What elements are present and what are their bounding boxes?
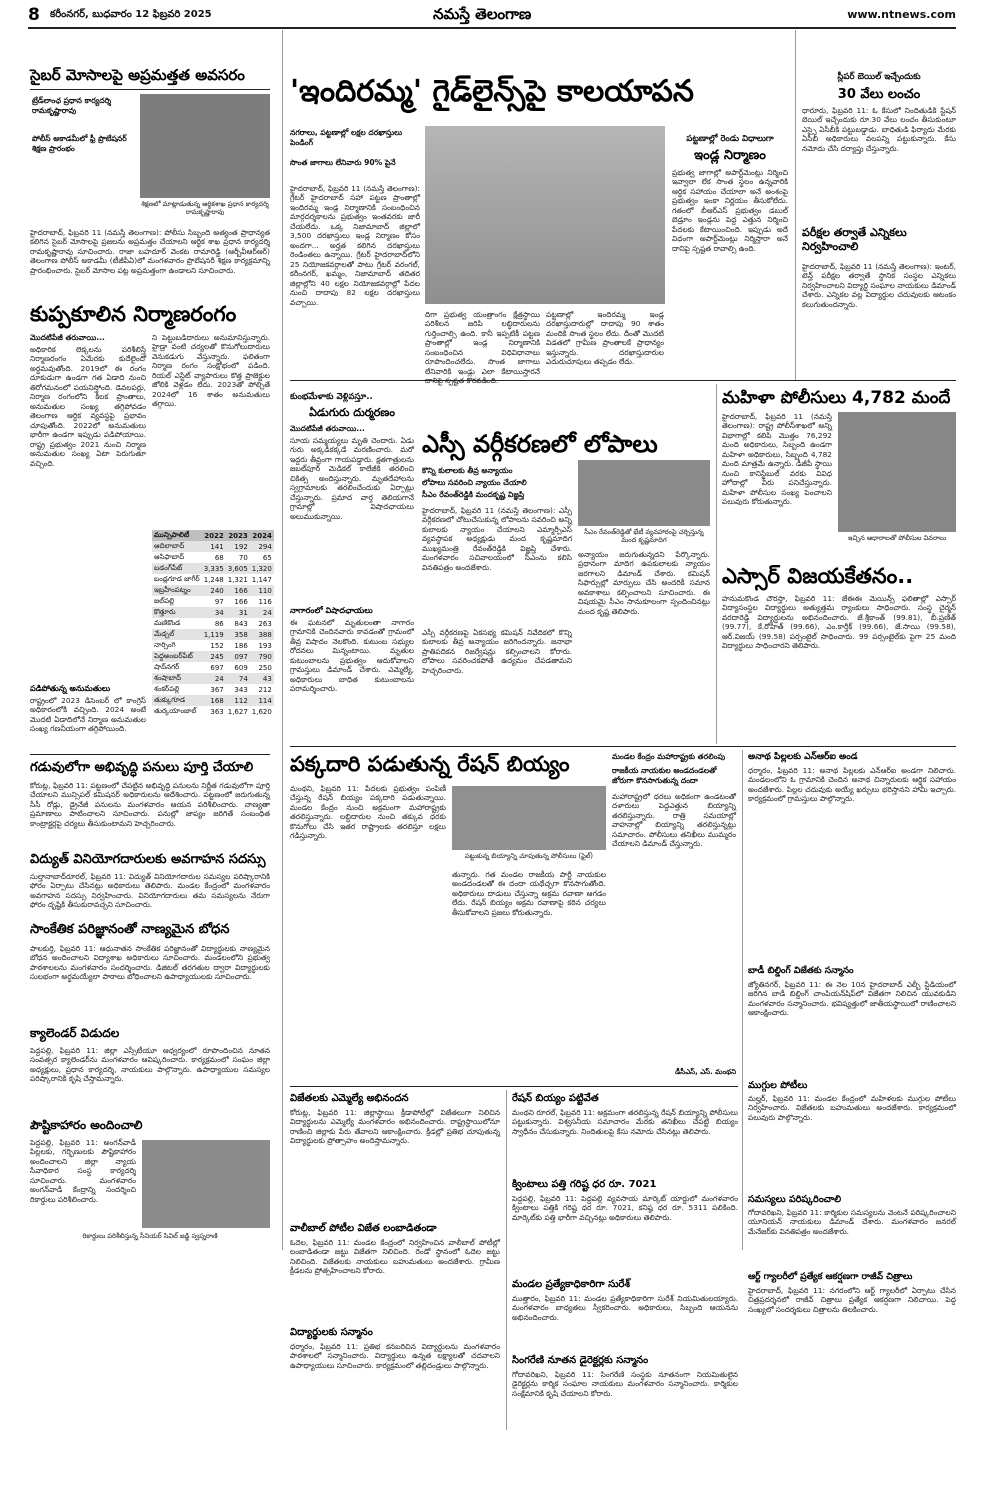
table-row <box>152 574 274 585</box>
permits-table-grid <box>152 530 274 717</box>
kumbh-cont: మొదటిపేజీ తరువాయి... <box>290 424 365 433</box>
short-2-headline: విద్యుత్ వినియోగదారులకు అవగాహన సదస్సు <box>30 852 266 867</box>
table-cell: 192 <box>226 541 250 552</box>
table-row <box>152 706 274 717</box>
cb-1-headline: విజేతలకు ఎమ్మెల్యే అభినందన <box>290 1093 409 1104</box>
table-cell: 186 <box>234 641 248 650</box>
sc-body-1: హైదరాబాద్, ఫిబ్రవరి 11 (నమస్తే తెలంగాణ): ఎస్సీ వర్గీకరణలో చోటుచేసుకున్న లోపాలను సవరించి అన్ని కులాలకు న్యాయం చేయాలని ఎమ్మార్పీఎస్ వ్యవస్థాపక అధ్యక్షుడు మంద కృష్ణమాదిగ ముఖ్యమంత్రి రేవంత్‌రెడ్డికి విజ్ఞప్తి చేశారు. మంగళవారం సచివాలయంలో సీఎంను కలిసి వినతిపత్రం అందజేశారు. <box>422 506 572 572</box>
short-3-body: పాలకుర్తి, ఫిబ్రవరి 11: ఆధునాతన సాంకేతిక పరిజ్ఞానంతో విద్యార్థులకు నాణ్యమైన బోధన అందించాలని విద్యాశాఖ అధికారులు సూచించారు. మండలంలోని ప్రభుత్వ పాఠశాలలను మంగళవారం సందర్శించారు. డిజిటల్ తరగతుల ద్వారా విద్యార్థులకు సులభంగా అర్థమయ్యేలా పాఠాలు బోధించాలని ఉపాధ్యాయులకు సూచించారు. <box>30 944 270 982</box>
short-2-body: సుల్తానాబాద్‌రూరల్, ఫిబ్రవరి 11: విద్యుత్ వినియోగదారుల సమస్యల పరిష్కారానికి ఫోరం ఏర్పాటు చేసినట్లు అధికారులు తెలిపారు. మండల కేంద్రంలో మంగళవారం అవగాహన సదస్సు నిర్వహించారు. వినియోగదారులు తమ సమస్యలను నేరుగా ఫోరం దృష్టికి తీసుకురావచ్చని సూచించారు. <box>30 872 270 910</box>
kumbh-sub: నాగారంలో విషాదఛాయలు <box>290 606 373 615</box>
table-cell: 193 <box>258 641 272 650</box>
table-cell: 68 <box>214 553 224 562</box>
sc-photo <box>578 460 710 526</box>
table-cell: 34 <box>202 607 226 618</box>
anganwadi-photo-caption: రికార్డులు పరిశీలిస్తున్న సీనియర్ సివిల్ జడ్జి స్వప్నరాణి <box>82 1232 218 1240</box>
construction-body-2: ని పెట్టుబడిదారులు అనుమానిస్తున్నారు. హైడ్రా వంటి చర్యలతో కొనుగోలుదారులు వెనుకడుగు వేస్తున్నారు. ఫలితంగా నిర్మాణ రంగం సంక్షోభంలో పడింది. రియల్ ఎస్టేట్ వ్యాపారులు కొత్త ప్రాజెక్టుల జోలికి వెళ్లడం లేదు. 2023తో పోల్చితే 2024లో 16 శాతం అనుమతులు తగ్గాయి. <box>152 333 270 409</box>
ration-byline: డీసీఎస్, ఎస్. మంథని <box>675 1068 736 1076</box>
divider <box>282 30 283 1250</box>
cr-2-body: పెద్దపల్లి, ఫిబ్రవరి 11: పెద్దపల్లి వ్యవసాయ మార్కెట్ యార్డులో మంగళవారం క్వింటాలు పత్తికి గరిష్ట ధర రూ. 7021, కనిష్ఠ ధర రూ. 5311 పలికింది. మార్కెట్‌కు పత్తి భారీగా వచ్చినట్లు అధికారులు తెలిపారు. <box>512 1194 738 1222</box>
rb-1-body: ధర్మారం, ఫిబ్రవరి 11: అనాథ పిల్లలకు ఎన్‌ఆర్‌ఐ అండగా నిలిచారు. మండలంలోని ఓ గ్రామానికి చెందిన అనాథ చిన్నారులకు ఆర్థిక సహాయం అందజేశారు. పిల్లల చదువుకు అయ్యే ఖర్చులు భరిస్తానని హామీ ఇచ్చారు. కార్యక్రమంలో గ్రామస్తులు పాల్గొన్నారు. <box>748 766 956 804</box>
short-1-headline: గడువులోగా అభివృద్ధి పనులు పూర్తి చేయాలి <box>30 760 254 775</box>
table-row <box>152 640 274 651</box>
table-cell: షాద్‌నగర్ <box>154 662 180 671</box>
table-row <box>152 662 274 673</box>
table-cell: 358 <box>226 629 250 640</box>
permits-table-header <box>152 530 274 541</box>
table-row <box>152 695 274 706</box>
table-cell: 609 <box>234 663 248 672</box>
table-cell: 86 <box>214 619 224 628</box>
women-police-headline: మహిళా పోలీసులు 4,782 మందే <box>722 388 951 408</box>
table-cell: మేడ్చల్ <box>152 629 202 640</box>
permits-note-heading: పడిపోతున్న అనుమతులు <box>30 684 111 693</box>
table-row <box>152 585 274 596</box>
divider <box>290 746 956 747</box>
construction-kicker: మొదటిపేజీ తరువాయి... <box>30 333 105 342</box>
table-cell: 112 <box>226 695 250 706</box>
table-cell: 245 <box>202 651 226 662</box>
permits-note-body: రాష్ట్రంలో 2023 డిసెంబర్ లో కాంగ్రెస్ అధికారంలోకి వచ్చింది. 2024 అంటే మొదటి ఏడాదిలోనే నిర్మాణ అనుమతుల సంఖ్య గణనీయంగా తగ్గిపోయింది. <box>30 696 146 734</box>
table-cell: 31 <box>226 607 250 618</box>
table-cell: 24 <box>202 673 226 684</box>
cr-4-body: గోదావరిఖని, ఫిబ్రవరి 11: సింగరేణి సంస్థకు నూతనంగా నియమితులైన డైరెక్టర్లను కార్మిక సంఘాల నాయకులు మంగళవారం సన్మానించారు. కార్మికుల సంక్షేమానికి కృషి చేయాలని కోరారు. <box>512 1370 738 1398</box>
table-cell: బడంగ్‌పేట్ <box>152 563 202 574</box>
table-cell: 3,335 <box>203 564 224 573</box>
table-cell: బండ్లగూడ జాగీర్ <box>154 574 200 583</box>
table-cell: 24 <box>250 607 274 618</box>
table-cell: 1,627 <box>227 707 248 716</box>
table-cell: 367 <box>210 685 224 694</box>
table-cell: 70 <box>238 553 248 562</box>
lead-body-1: హైదరాబాద్, ఫిబ్రవరి 11 (నమస్తే తెలంగాణ): గ్రేటర్ హైదరాబాద్ సహా పట్టణ ప్రాంతాల్లో ఇందిరమ్మ ఇండ్ల నిర్మాణానికి సంబంధించిన మార్గదర్శకాలను ప్రభుత్వం ఇంతవరకు జారీ చేయలేదు. ఒక్క నిజామాబాద్ జిల్లాలో 3,500 దరఖాస్తులు ఇండ్ల నిర్మాణం కోసం అందగా... అర్హత కలిగిన దరఖాస్తులు రెండింతలు ఉన్నాయి. గ్రేటర్ హైదరాబాద్‌లోని 25 నియోజకవర్గాలతో పాటు గ్రేటర్ వరంగల్, కరీంనగర్, ఖమ్మం, నిజామాబాద్ తదితర జిల్లాల్లోని 40 లక్షల నియోజకవర్గాల్లో పేదల నుంచి దాదాపు 82 లక్షల దరఖాస్తులు వచ్చాయి. <box>290 184 420 307</box>
cr-3-headline: మండల ప్రత్యేకాధికారిగా సురేశ్ <box>512 1279 630 1290</box>
rb-1-headline: అనాథ పిల్లలకు ఎన్‌ఆర్‌ఐ అండ <box>748 752 858 762</box>
table-cell: తుక్కుగూడ <box>152 695 202 706</box>
sc-bullet-2: లోపాలు సవరించి న్యాయం చేయాలి <box>422 478 527 487</box>
kumbh-body: సూయ సమ్మయ్యలు మృతి చెందారు. ఏడు గురు అక్కడికక్కడే మరణించారు. మరో ఇద్దరు తీవ్రంగా గాయపడ్డారు. క్షతగాత్రులను జబల్‌పూర్ మెడికల్ కాలేజీకి తరలించి చికిత్స అందిస్తున్నారు. మృతదేహాలను స్వగ్రామాలకు తరలించేందుకు ఏర్పాట్లు చేస్తున్నారు. ప్రమాద వార్త తెలియగానే గ్రామాల్లో విషాదఛాయలు అలుముకున్నాయి. <box>290 436 414 521</box>
table-row <box>152 673 274 684</box>
table-cell: శంకర్‌పల్లి <box>154 684 180 693</box>
divider <box>795 30 796 380</box>
table-cell: 1,320 <box>251 564 272 573</box>
cyber-bullet-2: పోలీస్ అకాడమీలో ఫ్రీ ప్రొబేషనర్ శిక్షణ ప్రారంభం <box>32 134 127 154</box>
ration-photo <box>452 786 606 850</box>
cyber-body: హైదరాబాద్, ఫిబ్రవరి 11 (నమస్తే తెలంగాణ): పోలీసు సిబ్బంది అత్యంత ప్రాధాన్యత కలిగిన సైబర్ మోసాలపై ప్రజలను అప్రమత్తం చేయాలని ఆర్థిక శాఖ ప్రధాన కార్యదర్శి రామకృష్ణారావు సూచించారు. రాజా బహదూర్ వెంకట రామారెడ్డి (ఆర్బీవీఆర్ఆర్) తెలంగాణ పోలీస్ అకాడమీ (టీజీపీఏ)లో మంగళవారం ప్రొబేషనరీ శిక్షణ కార్యక్రమాన్ని ప్రారంభించారు. సైబర్ మోసాల పట్ల అప్రమత్తంగా ఉండాలని సూచించారు. <box>30 228 270 275</box>
table-cell: 168 <box>202 695 226 706</box>
bribe-body: ధారూరు, ఫిబ్రవరి 11: ఓ కేసులో నిందితుడికి స్టేషన్ బెయిల్ ఇచ్చేందుకు రూ.30 వేలు లంచం తీసుకుంటూ ఎస్సై ఏసీబీకి పట్టుబడ్డాడు. బాధితుడి ఫిర్యాదు మేరకు ఏసీబీ అధికారులు వలపన్ని పట్టుకున్నారు. కేసు నమోదు చేసి దర్యాప్తు చేస్తున్నారు. <box>802 106 956 153</box>
table-cell: 097 <box>226 651 250 662</box>
sc-body-2: ఎస్సీ వర్గీకరణపై ఏకసభ్య కమిషన్ నివేదికలో కొన్ని కులాలకు తీవ్ర అన్యాయం జరిగిందన్నారు. జనాభా ప్రాతిపదికన రిజర్వేషన్లు కల్పించాలని కోరారు. లోపాలు సవరించకపోతే ఉద్యమం చేపడతామని హెచ్చరించారు. <box>422 628 572 675</box>
table-cell: ఆదిలాబాద్ <box>152 541 202 552</box>
table-cell: 1,620 <box>251 707 272 716</box>
permits-header-cell: మున్సిపాలిటీ <box>152 530 202 541</box>
house-photo <box>425 126 665 304</box>
ration-body-1: మంథని, ఫిబ్రవరి 11: పేదలకు ప్రభుత్వం పంపిణీ చేస్తున్న రేషన్ బియ్యం పక్కదారి పడుతున్నాయి. మండల కేంద్రం నుంచి అక్రమంగా మహారాష్ట్రకు తరలిస్తున్నారు. లబ్ధిదారుల నుంచి తక్కువ ధరకు కొనుగోలు చేసి ఇతర రాష్ట్రాలకు తరలిస్తూ లక్షలు గడిస్తున్నారు. <box>290 784 446 841</box>
short-4-headline: క్యాలెండర్ విడుదల <box>30 1026 120 1040</box>
ration-body-3: మహారాష్ట్రలో ధరలు అధికంగా ఉండటంతో దళారులు పెద్దఎత్తున బియ్యాన్ని తరలిస్తున్నారు. రాత్రి సమయాల్లో వాహనాల్లో బియ్యాన్ని తరలిస్తున్నట్లు సమాచారం. పోలీసులు తనిఖీలు ముమ్మరం చేయాలని డిమాండ్ చేస్తున్నారు. <box>612 792 736 849</box>
table-cell: 790 <box>250 651 274 662</box>
table-cell: 250 <box>258 663 272 672</box>
table-cell: 363 <box>210 707 224 716</box>
sc-bullet-3: సీఎం రేవంత్‌రెడ్డికి మందకృష్ణ విజ్ఞప్తి <box>422 490 525 499</box>
table-cell: 1,147 <box>251 575 272 584</box>
table-row <box>152 607 274 618</box>
lead-headline: 'ఇందిరమ్మ' గైడ్‌లైన్స్‌పై కాలయాపన <box>290 74 694 109</box>
rb-5-body: హైదరాబాద్, ఫిబ్రవరి 11: నగరంలోని ఆర్ట్ గ్యాలరీలో ఏర్పాటు చేసిన చిత్రప్రదర్శనలో రాజీవ్ చిత్రాలు ప్రత్యేక ఆకర్షణగా నిలిచాయి. పెద్ద సంఖ్యలో సందర్శకులు చిత్రాలను తిలకించారు. <box>748 1286 956 1314</box>
women-police-body: హైదరాబాద్, ఫిబ్రవరి 11 (నమస్తే తెలంగాణ): రాష్ట్ర పోలీస్‌శాఖలో అన్ని విభాగాల్లో కలిపి మొత్తం 76,292 మంది అధికారులు, సిబ్బంది ఉండగా మహిళా అధికారులు, సిబ్బంది 4,782 మంది మాత్రమే ఉన్నారు. డీజీపీ స్థాయి నుంచి కానిస్టేబుల్ వరకు వివిధ హోదాల్లో వీరు పనిచేస్తున్నారు. మహిళా పోలీసుల సంఖ్య పెంచాలని పలువురు కోరుతున్నారు. <box>722 412 832 507</box>
ration-headline: పక్కదారి పడుతున్న రేషన్ బియ్యం <box>290 752 570 776</box>
table-cell: పెద్దఅంబర్‌పేట్ <box>152 651 202 662</box>
divider <box>290 1086 738 1087</box>
sc-headline: ఎస్సీ వర్గీకరణలో లోపాలు <box>422 430 658 458</box>
table-row <box>152 629 274 640</box>
table-cell: ఆసిఫాబాద్ <box>154 552 185 561</box>
sc-bullet-1: కొన్ని కులాలకు తీవ్ర అన్యాయం <box>422 466 513 475</box>
anganwadi-photo <box>142 1140 270 1228</box>
bribe-kicker: స్లీపర్‌ బెయిల్ ఇచ్చేందుకు <box>837 72 921 82</box>
table-cell: జల్‌పల్లి <box>154 596 175 605</box>
table-cell: 3,605 <box>227 564 248 573</box>
cr-2-headline: క్వింటాలు పత్తి గరిష్ట ధర రూ. 7021 <box>512 1179 657 1190</box>
table-cell: 110 <box>250 585 274 596</box>
divider <box>290 380 956 381</box>
table-cell: 166 <box>234 597 248 606</box>
masthead-rule <box>28 27 956 29</box>
kumbh-body-2: ఈ ఘటనలో మృతులంతా నాగారం గ్రామానికి చెందినవారు కావడంతో గ్రామంలో తీవ్ర విషాదం నెలకొంది. కుటుంబ సభ్యుల రోదనలు మిన్నంటాయి. మృతుల కుటుంబాలను ప్రభుత్వం ఆదుకోవాలని గ్రామస్తులు డిమాండ్ చేశారు. ఎమ్మెల్యే, అధికారులు బాధిత కుటుంబాలను పరామర్శించారు. <box>290 618 414 694</box>
table-row <box>152 618 274 629</box>
sc-body-3: అన్యాయం జరుగుతున్నదని పేర్కొన్నారు. ప్రధానంగా మాదిగ ఉపకులాలకు న్యాయం జరగాలని డిమాండ్ చేశారు. కమిషన్ సిఫార్సుల్లో మార్పులు చేసి అందరికీ సమాన అవకాశాలు కల్పించాలని సూచించారు. ఈ విషయమై సీఎం సానుకూలంగా స్పందించినట్లు మంద కృష్ణ తెలిపారు. <box>578 550 710 616</box>
table-cell: 343 <box>234 685 248 694</box>
cr-1-headline: రేషన్ బియ్యం పట్టివేత <box>512 1093 599 1104</box>
table-cell: శంషాబాద్ <box>152 673 202 684</box>
divider <box>506 1090 507 1430</box>
table-cell: 1,119 <box>203 630 224 639</box>
lead-bullet-2: సొంత జాగాలు లేనివారు 90% పైనే <box>290 158 396 167</box>
short-1-body: కోరుట్ల, ఫిబ్రవరి 11: పట్టణంలో చేపట్టిన అభివృద్ధి పనులను నిర్ణీత గడువులోగా పూర్తి చేయాలని మున్సిపల్ కమిషనర్ అధికారులను ఆదేశించారు. పట్టణంలో జరుగుతున్న సీసీ రోడ్లు, డ్రైనేజీ పనులను మంగళవారం ఆయన పరిశీలించారు. నాణ్యతా ప్రమాణాలు పాటించాలని సూచించారు. పనుల్లో జాప్యం జరిగితే సంబంధిత కాంట్రాక్టర్లపై చర్యలు తీసుకుంటామని హెచ్చరించారు. <box>30 781 270 828</box>
cyber-bullet-1: ట్రేడ్‌లాంఛ ప్రధాన కార్యదర్శి రామకృష్ణారావు <box>32 96 112 116</box>
permits-header-cell: 2023 <box>226 530 250 541</box>
table-cell: 65 <box>262 553 272 562</box>
table-cell: 152 <box>210 641 224 650</box>
short-5-headline: పౌష్టికాహారం అందించాలి <box>30 1118 143 1132</box>
rb-4-headline: సమస్యలు పరిష్కరించాలి <box>748 1194 842 1205</box>
permits-header-cell: 2024 <box>250 530 274 541</box>
cb-1-body: కోరుట్ల, ఫిబ్రవరి 11: జిల్లాస్థాయి క్రీడాపోటీల్లో విజేతలుగా నిలిచిన విద్యార్థులను ఎమ్మెల్యే మంగళవారం అభినందించారు. రాష్ట్రస్థాయిలోనూ రాణించి జిల్లాకు పేరు తేవాలని ఆకాంక్షించారు. క్రీడల్లో ప్రతిభ చూపుతున్న విద్యార్థులకు ప్రోత్సాహం అందిస్తామన్నారు. <box>290 1108 500 1146</box>
women-police-photo-caption: ఇచ్చిన ఆధారాలతో పోలీసుల వివరాలు <box>847 534 947 542</box>
kumbh-head: ఏడుగురు దుర్మరణం <box>309 406 395 419</box>
rb-5-headline: ఆర్ట్ గ్యాలరీలో ప్రత్యేక ఆకర్షణగా రాజీవ్ చిత్రాలు <box>748 1272 913 1282</box>
table-cell: 294 <box>250 541 274 552</box>
cr-1-body: మంథని రూరల్, ఫిబ్రవరి 11: అక్రమంగా తరలిస్తున్న రేషన్ బియ్యాన్ని పోలీసులు పట్టుకున్నారు. విశ్వసనీయ సమాచారం మేరకు తనిఖీలు చేపట్టి బియ్యం స్వాధీనం చేసుకున్నారు. నిందితులపై కేసు నమోదు చేసినట్లు తెలిపారు. <box>512 1108 738 1136</box>
table-cell: 263 <box>258 619 272 628</box>
permits-header-cell: 2022 <box>202 530 226 541</box>
table-row <box>152 684 274 695</box>
table-cell: 1,321 <box>227 575 248 584</box>
table-row <box>152 563 274 574</box>
table-cell: 843 <box>234 619 248 628</box>
divider <box>716 384 717 744</box>
cb-2-body: ఓదెల, ఫిబ్రవరి 11: మండల కేంద్రంలో నిర్వహించిన వాలీబాల్ పోటీల్లో లంబాడితండా జట్టు విజేతగా నిలిచింది. రెండో స్థానంలో ఓదెల జట్టు నిలిచింది. విజేతలకు నాయకులు బహుమతులు అందజేశారు. గ్రామీణ క్రీడలను ప్రోత్సహించాలని కోరారు. <box>290 1238 500 1276</box>
lead-body-3: పట్టణాల్లో ఇందిరమ్మ ఇండ్ల దరఖాస్తుదారుల్లో దాదాపు 90 శాతం మందికి సొంత స్థలం లేదు. దీంతో మొదటి విడతలో గ్రామీణ ప్రాంతాలకే ప్రాధాన్యం ఇస్తున్నారు. దరఖాస్తుదారుల ఎదురుచూపులు తప్పడం లేదు. <box>546 310 664 367</box>
short-4-body: పెద్దపల్లి, ఫిబ్రవరి 11: జిల్లా ఎస్సీటీయూ ఆధ్వర్యంలో రూపొందించిన నూతన సంవత్సర క్యాలెండర్‌ను మంగళవారం ఆవిష్కరించారు. కార్యక్రమంలో సంఘం జిల్లా అధ్యక్షులు, ప్రధాన కార్యదర్శి, నాయకులు పాల్గొన్నారు. ఉపాధ్యాయుల సమస్యల పరిష్కారానికి కృషి చేస్తామన్నారు. <box>30 1046 270 1084</box>
rb-4-body: గోదావరిఖని, ఫిబ్రవరి 11: కార్మికుల సమస్యలను వెంటనే పరిష్కరించాలని యూనియన్ నాయకులు డిమాండ్ చేశారు. మంగళవారం జనరల్ మేనేజర్‌కు వినతిపత్రం అందజేశారు. <box>748 1208 956 1236</box>
paper-name: నమస్తే తెలంగాణ <box>433 5 532 23</box>
cyber-headline: సైబర్ మోసాలపై అప్రమత్తత అవసరం <box>30 66 245 84</box>
ration-body-2: తున్నారు. గత మండల రాజకీయ పార్టీ నాయకుల అండదండలతో ఈ దందా యథేచ్ఛగా కొనసాగుతోంది. అధికారులు దాడులు చేస్తున్నా అక్రమ రవాణా ఆగడం లేదు. రేషన్ బియ్యం అక్రమ రవాణాపై కఠిన చర్యలు తీసుకోవాలని ప్రజలు కోరుతున్నారు. <box>452 870 606 917</box>
cr-3-body: ముత్తారం, ఫిబ్రవరి 11: మండల ప్రత్యేకాధికారిగా సురేశ్ నియమితులయ్యారు. మంగళవారం బాధ్యతలు స్వీకరించారు. అధికారులు, సిబ్బంది ఆయనను అభినందించారు. <box>512 1294 738 1322</box>
bribe-head: 30 వేలు లంచం <box>837 87 921 102</box>
table-cell: 114 <box>250 695 274 706</box>
table-cell: మణికొండ <box>154 618 181 627</box>
page-number: 8 <box>28 5 40 25</box>
lead-side-body: ప్రభుత్వ జాగాల్లో అపార్ట్‌మెంట్లు నిర్మించి ఇవ్వాలా లేక సొంత స్థలం ఉన్నవారికి ఆర్థిక సహాయం చేయాలా అనే అంశంపై ప్రభుత్వం ఇంకా నిర్ణయం తీసుకోలేదు. గతంలో బీఆర్ఎస్ ప్రభుత్వం డబుల్ బెడ్రూం ఇండ్లను పెద్ద ఎత్తున నిర్మించి పేదలకు కేటాయించింది. ఇప్పుడు అదే విధంగా అపార్ట్‌మెంట్లు నిర్మిస్తారా అనే దానిపై స్పష్టత రావాల్సి ఉంది. <box>672 168 788 253</box>
cr-4-headline: సింగరేణి నూతన డైరెక్టర్లకు సన్మానం <box>512 1355 649 1366</box>
table-cell: 116 <box>258 597 272 606</box>
construction-headline: కుప్పకూలిన నిర్మాణరంగం <box>30 302 237 326</box>
lead-body-2: దిగా ప్రభుత్వ యంత్రాంగం క్షేత్రస్థాయి పరిశీలన జరిపి లబ్ధిదారులను గుర్తించాల్సి ఉంది. కానీ ఇప్పటికీ పట్టణ ప్రాంతాల్లో ఇండ్ల నిర్మాణానికి సంబంధించిన విధివిధానాలు రూపొందించలేదు. సొంత జాగాలు లేనివారికి ఇండ్లు ఎలా కేటాయిస్తారనే <box>425 310 540 376</box>
rb-3-headline: ముగ్గుల పోటీలు <box>748 1080 808 1091</box>
lead-side-sub: పట్టణాల్లో రెండు విధాలుగా <box>686 134 774 144</box>
ration-bullet-1: మండల కేంద్రం మహారాష్ట్రకు తరలింపు <box>612 752 726 761</box>
table-cell: నార్సింగి <box>154 640 176 649</box>
date-line: కరీంనగర్, బుధవారం 12 ఫిబ్రవరి 2025 <box>50 9 212 20</box>
exams-head: పరీక్షల తర్వాతే ఎన్నికలు నిర్వహించాలి <box>802 226 907 254</box>
table-cell: 74 <box>226 673 250 684</box>
lead-side-head: ఇండ్ల నిర్మాణం <box>694 148 766 163</box>
ration-bullet-2: రాజకీయ నాయకుల అండదండలతో జోరుగా కొనసాగుతున్న దందా <box>612 766 717 786</box>
divider <box>30 754 270 755</box>
short-3-headline: సాంకేతిక పరిజ్ఞానంతో నాణ్యమైన బోధన <box>30 922 230 937</box>
table-row <box>152 541 274 552</box>
cyber-photo-caption: శిక్షణలో మాట్లాడుతున్న ఆర్థికశాఖ ప్రధాన కార్యదర్శి రామకృష్ణారావు <box>141 200 269 217</box>
table-cell: 43 <box>250 673 274 684</box>
women-police-photo <box>838 412 956 532</box>
table-cell: 97 <box>214 597 224 606</box>
cb-3-headline: విద్యార్థులకు సన్మానం <box>290 1327 373 1338</box>
cyber-photo <box>140 94 270 198</box>
table-cell: 166 <box>226 585 250 596</box>
construction-body-1: అధికారిక లెక్కలను పరిశీలిస్తే నిర్మాణరంగం ఏమేరకు కుదేలైందో అర్థమవుతోంది. 2019లో ఈ రంగం దూకుడుగా ఉండగా గత ఏడాది నుంచి తిరోగమనంలో పయనిస్తోంది. డెవలపర్లు, నిర్మాణ రంగంలోని కీలక ప్రాంతాలు, అనుమతుల సంఖ్య తగ్గిపోవడం తెలంగాణ ఆర్థిక వ్యవస్థపై ప్రభావం చూపుతోంది. 2022లో అనుమతులు భారీగా ఉండగా ఇప్పుడు పడిపోయాయి. రాష్ట్ర ప్రభుత్వం 2021 నుంచి నిర్మాణ అనుమతుల సంఖ్య ఏటా పెరుగుతూ వచ్చింది. <box>30 345 146 468</box>
table-cell: 1,248 <box>203 575 224 584</box>
divider <box>742 750 743 1250</box>
permits-table <box>152 530 270 717</box>
table-row <box>152 552 274 563</box>
sc-photo-caption: సీఎం రేవంత్‌రెడ్డితో భేటీ వ్యవహారంపై చర్చిస్తున్న మంద కృష్ణమాదిగ <box>584 528 704 545</box>
masthead <box>28 0 956 26</box>
table-cell: తుర్కయాంజాల్ <box>154 706 197 715</box>
sr-headline: ఎస్సార్ విజయకేతనం.. <box>722 564 914 588</box>
table-cell: 697 <box>210 663 224 672</box>
table-cell: 141 <box>202 541 226 552</box>
website: www.ntnews.com <box>847 8 956 21</box>
cb-2-headline: వాలీబాల్ పోటీల విజేత లంబాడితండా <box>290 1223 437 1234</box>
table-cell: 388 <box>250 629 274 640</box>
table-row <box>152 651 274 662</box>
table-row <box>152 596 274 607</box>
divider <box>30 89 270 90</box>
table-cell: 240 <box>202 585 226 596</box>
cb-3-body: ధర్మారం, ఫిబ్రవరి 11: ప్రతిభ కనబరిచిన విద్యార్థులను మంగళవారం పాఠశాలలో సన్మానించారు. విద్యార్థులు ఉన్నత లక్ష్యాలతో చదవాలని ఉపాధ్యాయులు సూచించారు. కార్యక్రమంలో తల్లిదండ్రులు పాల్గొన్నారు. <box>290 1342 500 1370</box>
ration-photo-caption: పట్టుకున్న బియ్యాన్ని చూపుతున్న పోలీసులు (ఫైల్) <box>464 852 594 860</box>
lead-bullet-1: నగరాలు, పట్టణాల్లో లక్షల దరఖాస్తులు పెండింగ్ <box>290 128 403 148</box>
exams-body: హైదరాబాద్, ఫిబ్రవరి 11 (నమస్తే తెలంగాణ): ఇంటర్, టెన్త్ పరీక్షల తర్వాతే స్థానిక సంస్థల ఎన్నికలు నిర్వహించాలని విద్యార్థి సంఘాల నాయకులు డిమాండ్ చేశారు. ఎన్నికల వల్ల విద్యార్థుల చదువులకు ఆటంకం కలుగుతుందన్నారు. <box>802 262 956 309</box>
rb-2-body: జ్యోతినగర్, ఫిబ్రవరి 11: ఈ నెల 10న హైదరాబాద్ ఎల్బీ స్టేడియంలో జరిగిన బాడీ బిల్డింగ్ చాంపియన్‌షిప్‌లో విజేతగా నిలిచిన యువకుడిని మంగళవారం సన్మానించారు. భవిష్యత్తులో జాతీయస్థాయిలో రాణించాలని ఆకాంక్షించారు. <box>748 980 956 1018</box>
table-cell: 212 <box>258 685 272 694</box>
sr-body: హనుమకొండ చౌరస్తా, ఫిబ్రవరి 11: జేఈఈ మెయిన్స్ ఫలితాల్లో ఎస్సార్ విద్యాసంస్థల విద్యార్థులు అత్యుత్తమ ర్యాంకులు సాధించారు. సంస్థ చైర్మన్ వరదారెడ్డి విద్యార్థులను అభినందించారు. జే.శ్రీకాంత్ (99.81), బీ.ప్రణీత్ (99.77), కే.రోహిత్ (99.66), ఎం.కార్తీక్ (99.66), జే.సాయి (99.58), ఆర్.విజయ్ (99.58) పర్సంటైల్ సాధించారు. 99 పర్సంటైల్‌కు పైగా 25 మంది విద్యార్థులు సాధించారని తెలిపారు. <box>722 594 956 651</box>
table-cell: ఇబ్రహీంపట్నం <box>152 585 202 596</box>
rb-2-headline: బాడీ బిల్డింగ్ విజేతకు సన్మానం <box>748 966 854 976</box>
table-cell: కొత్తూరు <box>152 607 202 618</box>
kumbh-kicker: కుంభమేళాకు వెళ్లివస్తూ.. <box>290 392 373 402</box>
rb-3-body: మల్హర్, ఫిబ్రవరి 11: మండల కేంద్రంలో మహిళలకు ముగ్గుల పోటీలు నిర్వహించారు. విజేతలకు బహుమతులు అందజేశారు. కార్యక్రమంలో పలువురు పాల్గొన్నారు. <box>748 1094 956 1122</box>
short-5-body: పెద్దపల్లి, ఫిబ్రవరి 11: అంగన్‌వాడీ పిల్లలకు, గర్భిణులకు పౌష్టికాహారం అందించాలని జిల్లా న్యాయ సేవాధికార సంస్థ కార్యదర్శి సూచించారు. మంగళవారం అంగన్‌వాడీ కేంద్రాన్ని సందర్శించి రికార్డులు పరిశీలించారు. <box>30 1138 136 1204</box>
